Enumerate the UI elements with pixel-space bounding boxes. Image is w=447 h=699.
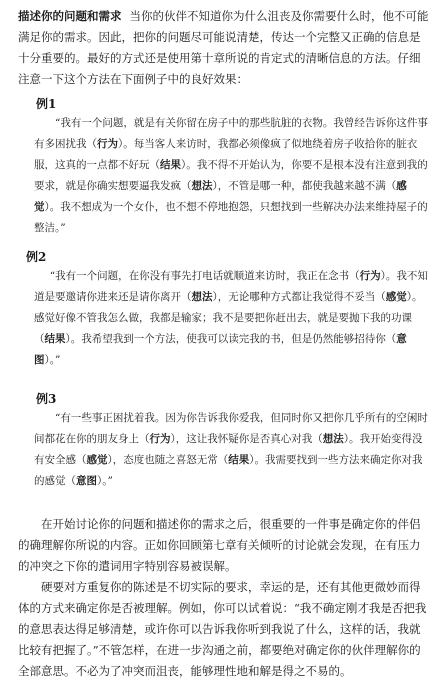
keyword-label: 想法	[191, 291, 213, 303]
example-1-text	[34, 113, 432, 239]
example-text-segment: ），这让我怀疑你是否真心对我（	[170, 433, 323, 445]
keyword-label: 结果	[228, 454, 250, 466]
keyword-label: 结果	[44, 333, 66, 345]
section-heading: 描述你的问题和需求	[18, 9, 122, 23]
example-text-segment: “我有一个问题，在你没有事先打电话就顺道来访时，我正在念书（	[49, 270, 360, 282]
keyword-label: 感觉	[34, 180, 407, 213]
example-text-segment: ）。我不知道是要邀请你进来还是请你离开（	[34, 270, 428, 303]
closing-section	[18, 514, 430, 682]
closing-paragraph-1: 在开始讨论你的问题和描述你的需求之后，很重要的一件事是确定你的伴侣的确理解你所说的内容。正如你回顾第七章有关倾听的讨论就会发现，在有压力的冲突之下你的遣词用字特别容易被误解。	[18, 517, 421, 573]
example-text-segment: ）。我不想成为一个女仆，也不想不停地抱怨，只想找到一些解决办法来维持屋子的整洁。”	[34, 201, 428, 234]
example-text-segment: “我有一个问题，就是有关你留在房子中的那些肮脏的衣物。我曾经告诉你这件事有多困扰我（	[34, 117, 428, 150]
keyword-label: 感觉	[86, 454, 108, 466]
closing-paragraph-2: 硬要对方重复你的陈述是不切实际的要求，幸运的是，还有其他更微妙而得体的方式来确定你是否被理解。例如，你可以试着说：“我不确定刚才我是否把我的意思表达得足够清楚，或许你可以告诉我你听到我说了什么，这样的话，我就比较有把握了。”不管怎样，在进一步沟通之前，都要绝对确定你的伙伴理解你的全部意思。不必为了冲突而沮丧，能够理性地和解是得之不易的。	[18, 580, 427, 678]
intro-paragraph	[18, 6, 430, 90]
example-text-segment: ）。我开始变得没有安全感（	[34, 433, 423, 466]
example-text-segment: ）。我不得不开始认为，你要不是根本没有注意到我的要求，就是你确实想要逼我发疯（	[34, 159, 428, 192]
keyword-label: 感觉	[385, 291, 407, 303]
keyword-label: 意图	[34, 333, 407, 366]
example-text-segment: “有一些事正困扰着我。因为你告诉我你爱我，但同时你又把你几乎所有的空闲时间都花在你的朋友身上（	[34, 412, 428, 445]
example-2-label: 例2	[26, 250, 47, 264]
example-3-text	[34, 408, 432, 492]
keyword-label: 结果	[160, 159, 181, 171]
keyword-label: 想法	[191, 180, 213, 192]
example-3-label: 例3	[36, 392, 57, 406]
keyword-label: 行为	[149, 433, 171, 445]
keyword-label: 意图	[76, 475, 97, 487]
keyword-label: 想法	[322, 433, 344, 445]
example-text-segment: ）。”	[44, 354, 61, 366]
example-text-segment: ），无论哪种方式都让我觉得不妥当（	[212, 291, 386, 303]
example-text-segment: ），不管是哪一种，都使我越来越不满（	[212, 180, 397, 192]
example-text-segment: ），态度也随之喜怒无常（	[107, 454, 229, 466]
example-text-segment: ）。感觉好像不管我怎么做，我都是输家；我不是要把你赶出去，就是要抛下我的功课（	[34, 291, 423, 345]
example-1-label: 例1	[36, 97, 57, 111]
example-text-segment: ）。”	[97, 475, 113, 487]
example-text-segment: ）。我需要找到一些方法来确定你对我的感觉（	[34, 454, 423, 487]
example-text-segment: ）。每当客人来访时，我都必须像疯了似地绕着房子收拾你的脏衣服，这真的一点都不好玩（	[34, 138, 418, 171]
example-text-segment: ）。我希望我到一个方法，使我可以读完我的书，但是仍然能够招待你（	[65, 333, 397, 345]
intro-text: 当你的伙伴不知道你为什么沮丧及你需要什么时，他不可能满足你的需求。因此，把你的问题尽可能说清楚，传达一个完整又正确的信息是十分重要的。最好的方式还是使用第十章所说的肯定式的清晰信息的方法。仔细注意一下这个方法在下面例子中的良好效果：	[18, 9, 429, 86]
example-2-text	[34, 266, 432, 371]
keyword-label: 行为	[359, 270, 381, 282]
keyword-label: 行为	[97, 138, 118, 150]
